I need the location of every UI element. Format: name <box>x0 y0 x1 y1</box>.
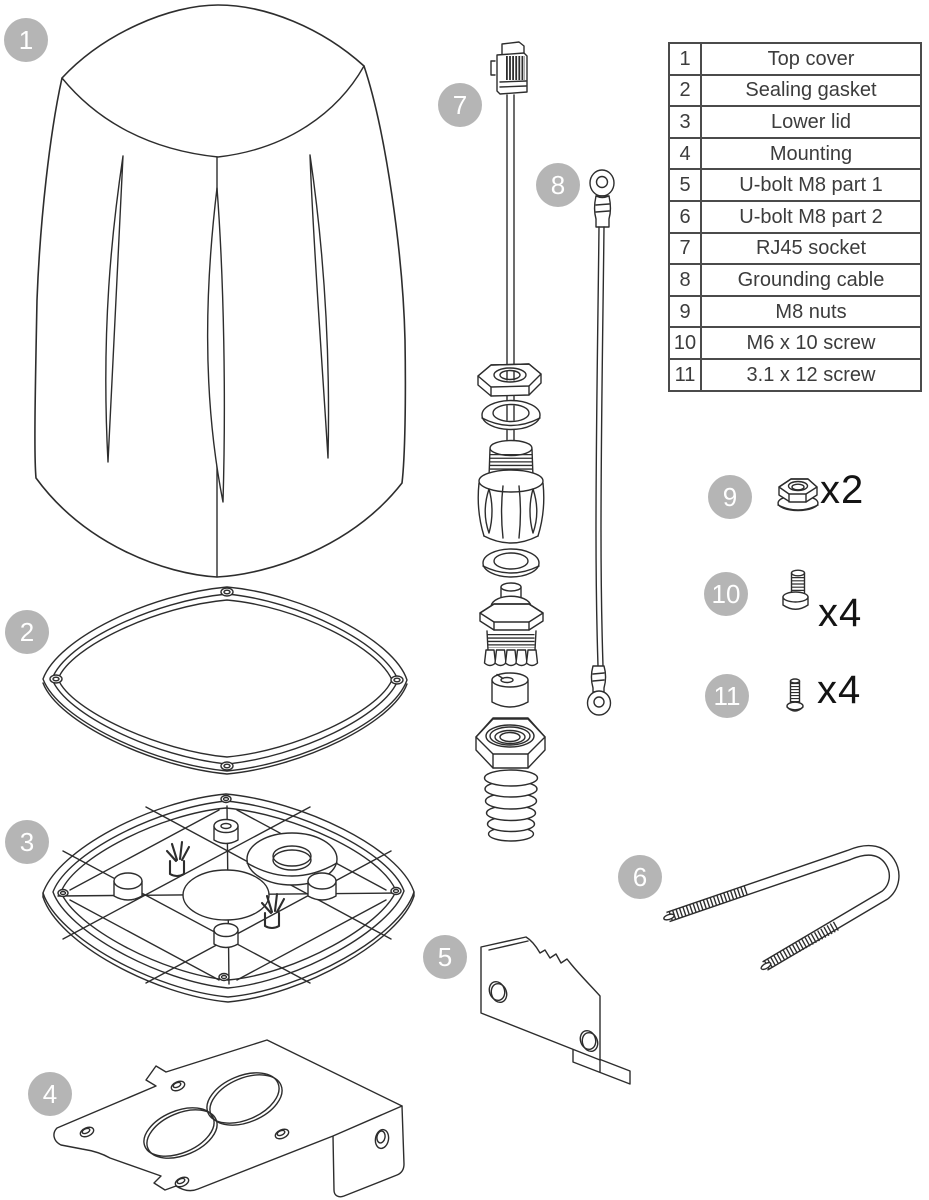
table-row <box>669 138 921 170</box>
parts-table <box>668 42 922 392</box>
flange-nut-drawing <box>778 479 818 511</box>
table-row <box>669 233 921 265</box>
part-badge-4: 4 <box>28 1072 72 1116</box>
part-name: Lower lid <box>701 106 921 138</box>
table-row <box>669 169 921 201</box>
quantity-label-m6-screws: x4 <box>818 591 863 635</box>
part-number: 8 <box>669 264 701 296</box>
part-badge-3: 3 <box>5 820 49 864</box>
part-name: M8 nuts <box>701 296 921 328</box>
lower-lid-drawing <box>43 794 414 1002</box>
mounting-bracket-drawing <box>54 1040 404 1197</box>
m6-screw-drawing <box>783 570 808 609</box>
part-badge-6: 6 <box>618 855 662 899</box>
table-row <box>669 43 921 75</box>
part-badge-1: 1 <box>4 18 48 62</box>
small-screw-drawing <box>787 679 803 711</box>
part-number: 2 <box>669 75 701 107</box>
part-name: U-bolt M8 part 2 <box>701 201 921 233</box>
part-number: 5 <box>669 169 701 201</box>
part-name: M6 x 10 screw <box>701 327 921 359</box>
part-number: 3 <box>669 106 701 138</box>
part-badge-10: 10 <box>704 572 748 616</box>
part-number: 6 <box>669 201 701 233</box>
table-row <box>669 296 921 328</box>
part-name: Sealing gasket <box>701 75 921 107</box>
cable-gland-stack-drawing <box>476 364 545 841</box>
table-row <box>669 106 921 138</box>
part-name: U-bolt M8 part 1 <box>701 169 921 201</box>
part-number: 4 <box>669 138 701 170</box>
quantity-label-nuts: x2 <box>820 468 865 512</box>
part-badge-7: 7 <box>438 83 482 127</box>
part-name: Grounding cable <box>701 264 921 296</box>
part-badge-5: 5 <box>423 935 467 979</box>
part-number: 7 <box>669 233 701 265</box>
grounding-cable-drawing <box>588 170 615 715</box>
part-badge-8: 8 <box>536 163 580 207</box>
table-row <box>669 264 921 296</box>
part-name: Mounting <box>701 138 921 170</box>
u-bolt-drawing <box>663 850 894 970</box>
part-badge-9: 9 <box>708 475 752 519</box>
part-badge-2: 2 <box>5 610 49 654</box>
table-row <box>669 75 921 107</box>
part-name: Top cover <box>701 43 921 75</box>
table-row <box>669 327 921 359</box>
top-cover-drawing <box>35 5 405 577</box>
table-row <box>669 201 921 233</box>
table-row <box>669 359 921 391</box>
part-badge-11: 11 <box>705 674 749 718</box>
quantity-label-small-screws: x4 <box>817 668 862 712</box>
part-number: 9 <box>669 296 701 328</box>
part-number: 11 <box>669 359 701 391</box>
part-number: 10 <box>669 327 701 359</box>
part-name: RJ45 socket <box>701 233 921 265</box>
part-number: 1 <box>669 43 701 75</box>
part-name: 3.1 x 12 screw <box>701 359 921 391</box>
u-bolt-saddle-drawing <box>481 937 630 1084</box>
sealing-gasket-drawing <box>43 587 407 774</box>
